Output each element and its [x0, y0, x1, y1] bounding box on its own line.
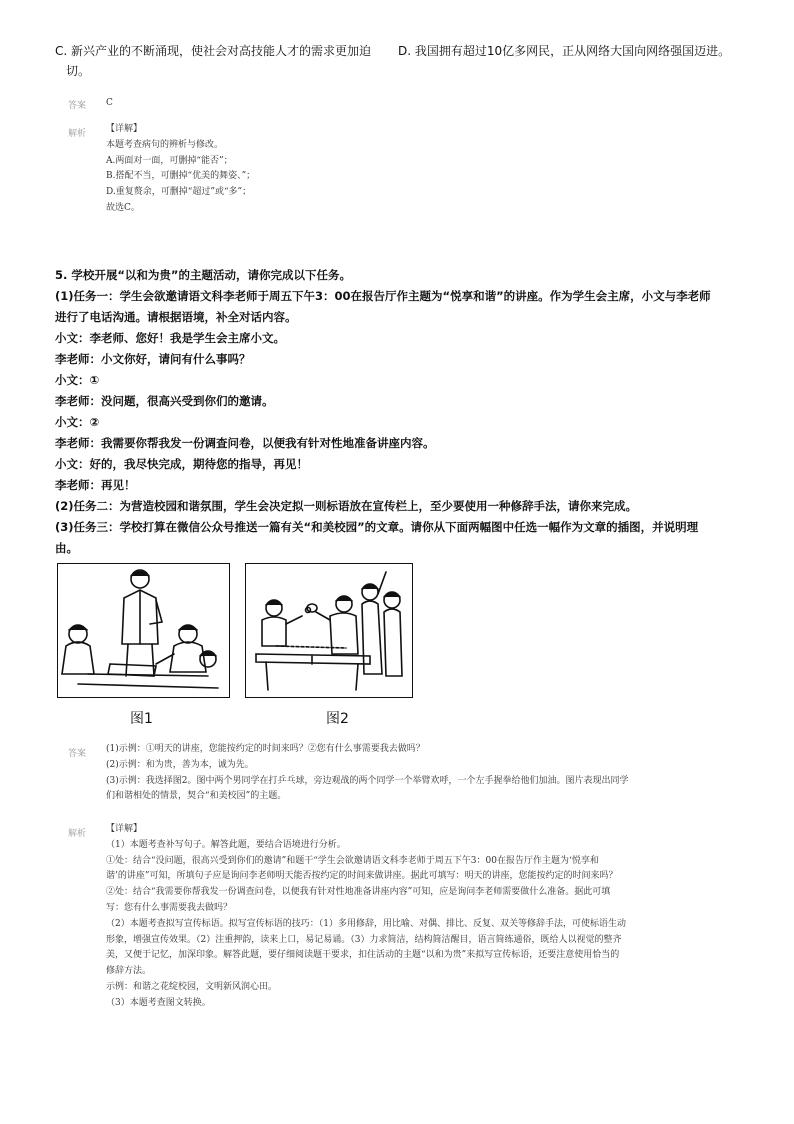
q5-analysis [106, 822, 626, 1012]
q5-answer-label: 答案 [68, 749, 87, 759]
figure-1-image [57, 563, 230, 698]
analysis-line: （2）本题考查拟写宣传标语。拟写宣传标语的技巧：（1）多用修辞，用比喻、对偶、排比、反复、双关等修辞手法，可使标语生动 [106, 918, 626, 929]
answer-label: 答案 [68, 101, 87, 111]
analysis-line: B.搭配不当，可删掉“优美的舞姿、”； [106, 171, 256, 182]
figure-2-drawing [246, 564, 412, 697]
answer-line: 们和谐相处的情景，契合“和美校园”的主题。 [106, 791, 287, 802]
analysis-line: 谐’的讲座”可知，所填句子应是询问李老师明天能否按约定的时间来做讲座。据此可填写：明天的讲座，您能按约定的时间来吗？ [106, 871, 618, 882]
analysis-line: （1）本题考查补写句子。解答此题，要结合语境进行分析。 [106, 839, 346, 850]
question-line: (2)任务二：为营造校园和谐氛围，学生会决定拟一则标语放在宣传栏上，至少要使用一种修辞手法，请你来完成。 [55, 499, 638, 513]
analysis-line: ②处：结合“我需要你帮我发一份调查问卷，以便我有针对性地准备讲座内容”可知，应是询问李老师需要做什么准备。据此可填 [106, 887, 611, 898]
question-line: 小文：李老师、您好！我是学生会主席小文。 [55, 331, 285, 345]
q5-answer [106, 742, 628, 805]
q4-analysis [106, 122, 255, 217]
question-line: (3)任务三：学校打算在微信公众号推送一篇有关“和美校园”的文章。请你从下面两幅图中任选一幅作为文章的插图，并说明理 [55, 520, 699, 534]
answer-line: (2)示例：和为贵，善为本，诚为先。 [106, 759, 254, 770]
answer-line: (3)示例：我选择图2。图中两个男同学在打乒乓球，旁边观战的两个同学一个举臂欢呼，一个左手握拳给他们加油。图片表现出同学 [106, 775, 629, 786]
question-line: 李老师：小文你好，请问有什么事吗？ [55, 352, 251, 366]
question-line: 小文：好的，我尽快完成，期待您的指导，再见！ [55, 457, 308, 471]
analysis-line: 示例：和谐之花绽校园，文明新风润心田。 [106, 981, 278, 992]
figure-2-image [245, 563, 413, 698]
analysis-line: ①处：结合“没问题，很高兴受到你们的邀请”和题干“学生会欲邀请语文科李老师于周五下午3：00在报告厅作主题为‘悦享和 [106, 855, 599, 866]
question-line: 李老师：没问题，很高兴受到你们的邀请。 [55, 394, 274, 408]
analysis-line: D.重复赘余，可删掉“超过”或“多”； [106, 187, 252, 198]
analysis-line: （3）本题考查图文转换。 [106, 997, 211, 1008]
question-line: 小文：① [55, 373, 100, 387]
answer-line: (1)示例：①明天的讲座，您能按约定的时间来吗？②您有什么事需要我去做吗？ [106, 744, 425, 754]
analysis-line: 【详解】 [106, 124, 143, 134]
question-line: 由。 [55, 541, 78, 555]
figure-2-caption: 图2 [326, 711, 349, 727]
analysis-line: 本题考查病句的辨析与修改。 [106, 139, 224, 150]
question-5 [55, 265, 711, 559]
analysis-line: 故选C。 [106, 202, 140, 213]
figure-1-drawing [58, 564, 229, 697]
analysis-line: 修辞方法。 [106, 966, 152, 977]
analysis-line: 美，又便于记忆，加深印象。解答此题，要仔细阅读题干要求，扣住活动的主题“以和为贵”来拟写宣传标语，还要注意使用恰当的 [106, 950, 620, 961]
option-c-line1: C. 新兴产业的不断涌现，使社会对高技能人才的需求更加迫 [55, 44, 372, 58]
question-line: 李老师：我需要你帮我发一份调查问卷，以便我有针对性地准备讲座内容。 [55, 436, 435, 450]
analysis-line: A.两面对一面，可删掉“能否”； [106, 155, 233, 166]
question-line: 小文：② [55, 415, 100, 429]
option-c-line2: 切。 [66, 64, 91, 78]
answer-value: C [106, 98, 113, 108]
analysis-line: 写：您有什么事需要我去做吗？ [106, 902, 233, 913]
analysis-label: 解析 [68, 129, 87, 139]
question-line: (1)任务一：学生会欲邀请语文科李老师于周五下午3：00在报告厅作主题为“悦享和谐”的讲座。作为学生会主席，小文与李老师 [55, 289, 711, 303]
q5-analysis-label: 解析 [68, 829, 87, 839]
question-line: 进行了电话沟通。请根据语境，补全对话内容。 [55, 310, 297, 324]
analysis-line: 形象，增强宣传效果。（2）注重押韵，读来上口，易记易诵。（3）力求简洁，结构简洁醒目，语言简练通俗，既给人以视觉的整齐 [106, 934, 622, 945]
question-line: 5. 学校开展“以和为贵”的主题活动，请你完成以下任务。 [55, 268, 351, 282]
question-line: 李老师：再见！ [55, 478, 136, 492]
analysis-line: 【详解】 [106, 824, 143, 834]
option-d: D. 我国拥有超过10亿多网民，正从网络大国向网络强国迈进。 [398, 44, 731, 58]
figure-1-caption: 图1 [130, 711, 153, 727]
